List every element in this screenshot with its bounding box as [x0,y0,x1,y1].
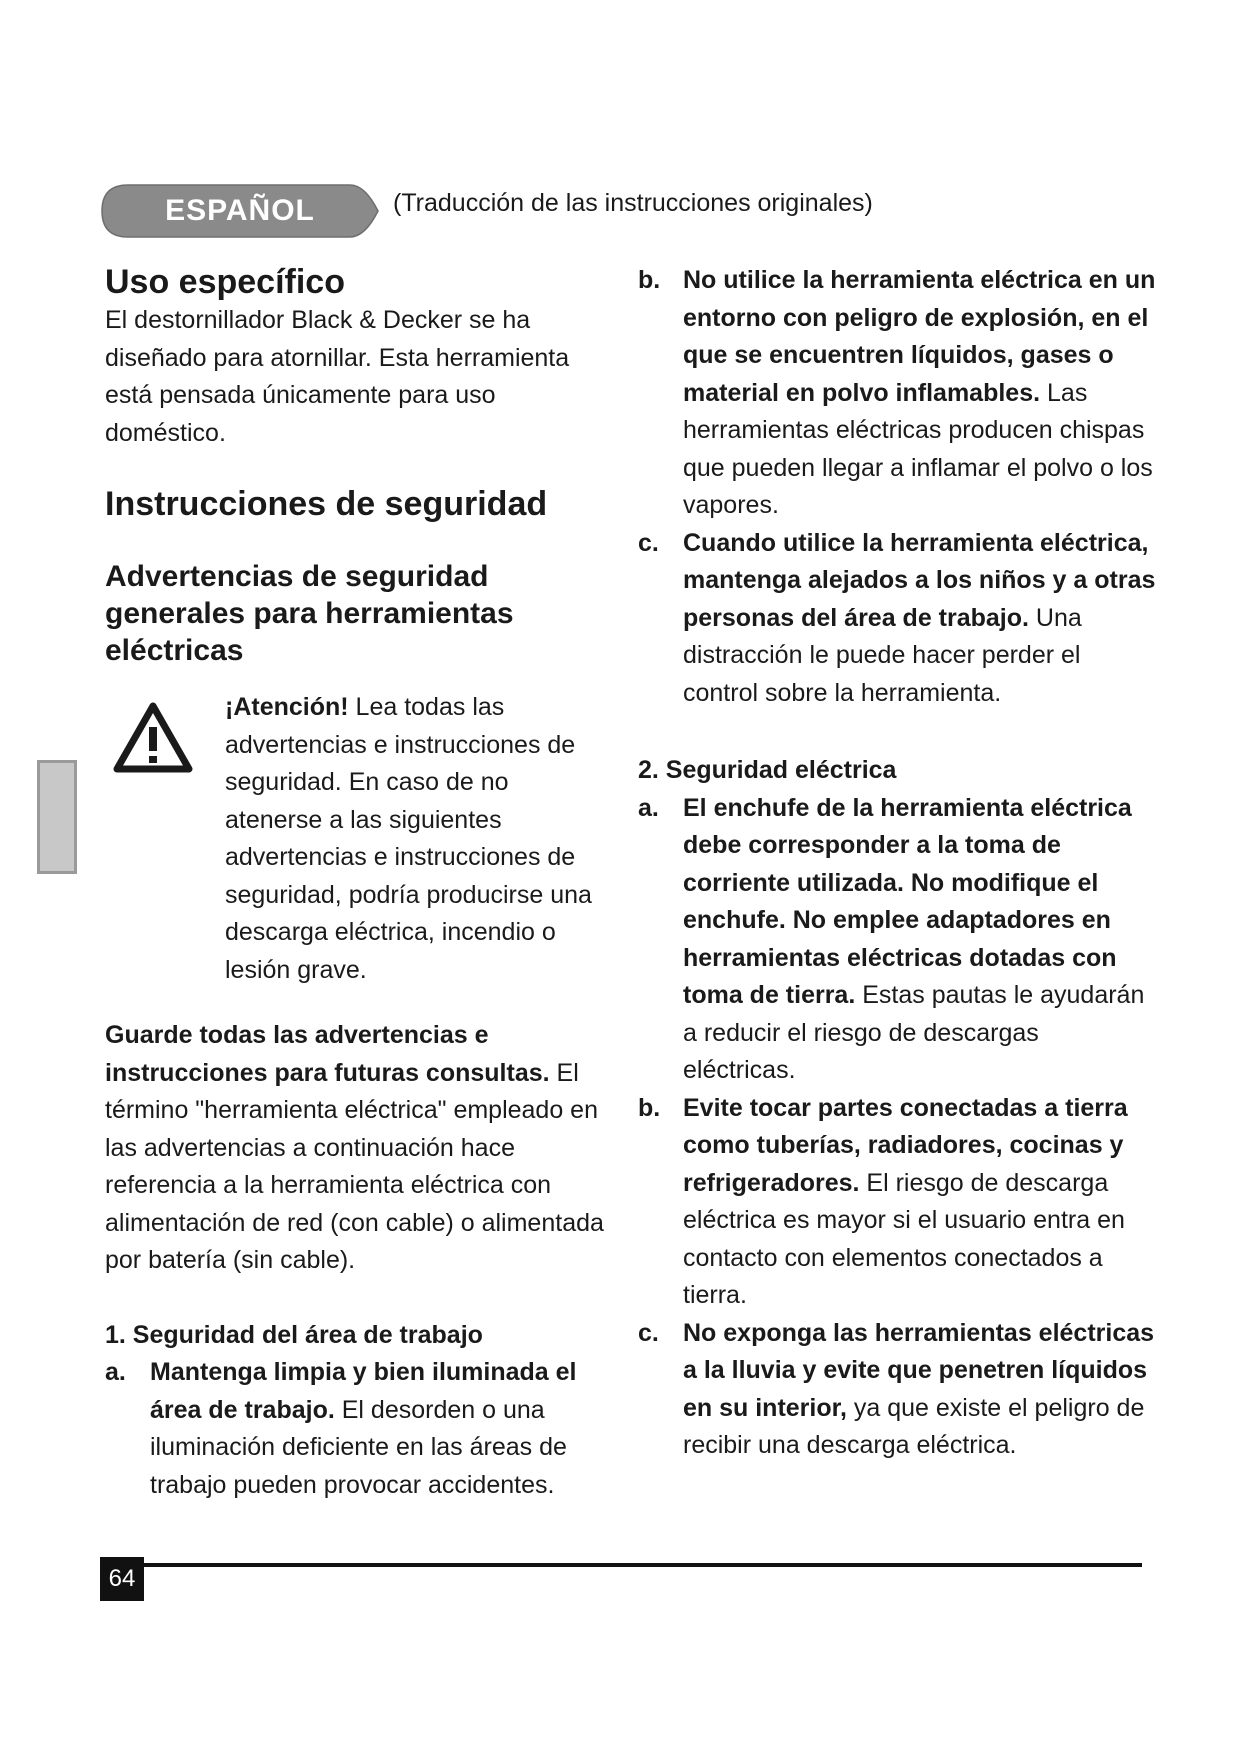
keep-instructions-bold: Guarde todas las advertencias e instrucciones para futuras consultas. [105,1021,550,1087]
warning-text: Lea todas las advertencias e instrucciones de seguridad. En caso de no atenerse a las siguientes advertencias e instrucciones de seguridad, podría producirse una descarga eléctrica, incendio o lesión grave. [225,693,592,984]
keep-instructions-text: El término "herramienta eléctrica" empleado en las advertencias a continuación hace referencia a la herramienta eléctrica con alimentación de red (con cable) o alimentada por batería (sin cable). [105,1058,604,1274]
keep-instructions-paragraph [105,1017,605,1280]
translation-note: (Traducción de las instrucciones originales) [393,189,873,217]
list-item-bold: Mantenga limpia y bien iluminada el área de trabajo. [150,1358,577,1424]
left-column [105,262,605,1504]
list-item-1a [105,1354,605,1504]
list-item-1b [638,262,1158,525]
warning-triangle-icon [113,701,193,773]
general-warnings-heading: Advertencias de seguridad generales para herramientas eléctricas [105,560,514,667]
list-item-label: c. [638,528,659,557]
section-tab-marker [37,760,77,874]
intended-use-heading: Uso específico [105,263,345,301]
list-item-text: El desorden o una iluminación deficiente en las áreas de trabajo pueden provocar accidentes. [150,1395,567,1499]
list-item-2b [638,1090,1158,1315]
intended-use-text: El destornillador Black & Decker se ha diseñado para atornillar. Esta herramienta está pensada únicamente para uso doméstico. [105,306,570,447]
language-label: ESPAÑOL [165,194,315,227]
list-item-label: a. [638,793,659,822]
list-item-text: Las herramientas eléctricas producen chispas que pueden llegar a inflamar el polvo o los vapores. [683,378,1153,519]
language-badge [100,183,380,239]
list-item-text: El riesgo de descarga eléctrica es mayor si el usuario entra en contacto con elementos conectados a tierra. [683,1168,1125,1309]
section-1-heading: 1. Seguridad del área de trabajo [105,1320,483,1349]
warning-block [105,689,605,989]
footer-rule [100,1563,1142,1567]
section-2-heading: 2. Seguridad eléctrica [638,756,897,784]
list-item-2a [638,790,1158,1090]
warning-bold-label: ¡Atención! [225,693,349,721]
list-item-bold: No utilice la herramienta eléctrica en un entorno con peligro de explosión, en el que se encuentren líquidos, gases o material en polvo inflamables. [683,266,1156,407]
list-item-bold: Evite tocar partes conectadas a tierra como tuberías, radiadores, cocinas y refrigeradores. [683,1093,1128,1197]
list-item-bold: El enchufe de la herramienta eléctrica debe corresponder a la toma de corriente utilizada. No modifique el enchufe. No emplee adaptadores en herramientas eléctricas dotadas con toma de tierra. [683,793,1132,1009]
list-item-bold: Cuando utilice la herramienta eléctrica, mantenga alejados a los niños y a otras personas del área de trabajo. [683,528,1156,632]
list-item-label: c. [638,1318,659,1347]
page-number: 64 [100,1557,144,1601]
warning-paragraph [225,689,605,989]
right-column [638,262,1158,1465]
list-item-2c [638,1315,1158,1465]
list-item-1c [638,525,1158,713]
list-item-text: Una distracción le puede hacer perder el control sobre la herramienta. [683,603,1082,707]
list-item-label: a. [105,1358,126,1386]
list-item-label: b. [638,1093,661,1122]
list-item-bold: No exponga las herramientas eléctricas a la lluvia y evite que penetren líquidos en su interior, [683,1318,1155,1422]
list-item-label: b. [638,266,661,294]
list-item-text: Estas pautas le ayudarán a reducir el riesgo de descargas eléctricas. [683,981,1145,1084]
safety-instructions-heading: Instrucciones de seguridad [105,485,548,523]
list-item-text: ya que existe el peligro de recibir una descarga eléctrica. [683,1393,1145,1459]
